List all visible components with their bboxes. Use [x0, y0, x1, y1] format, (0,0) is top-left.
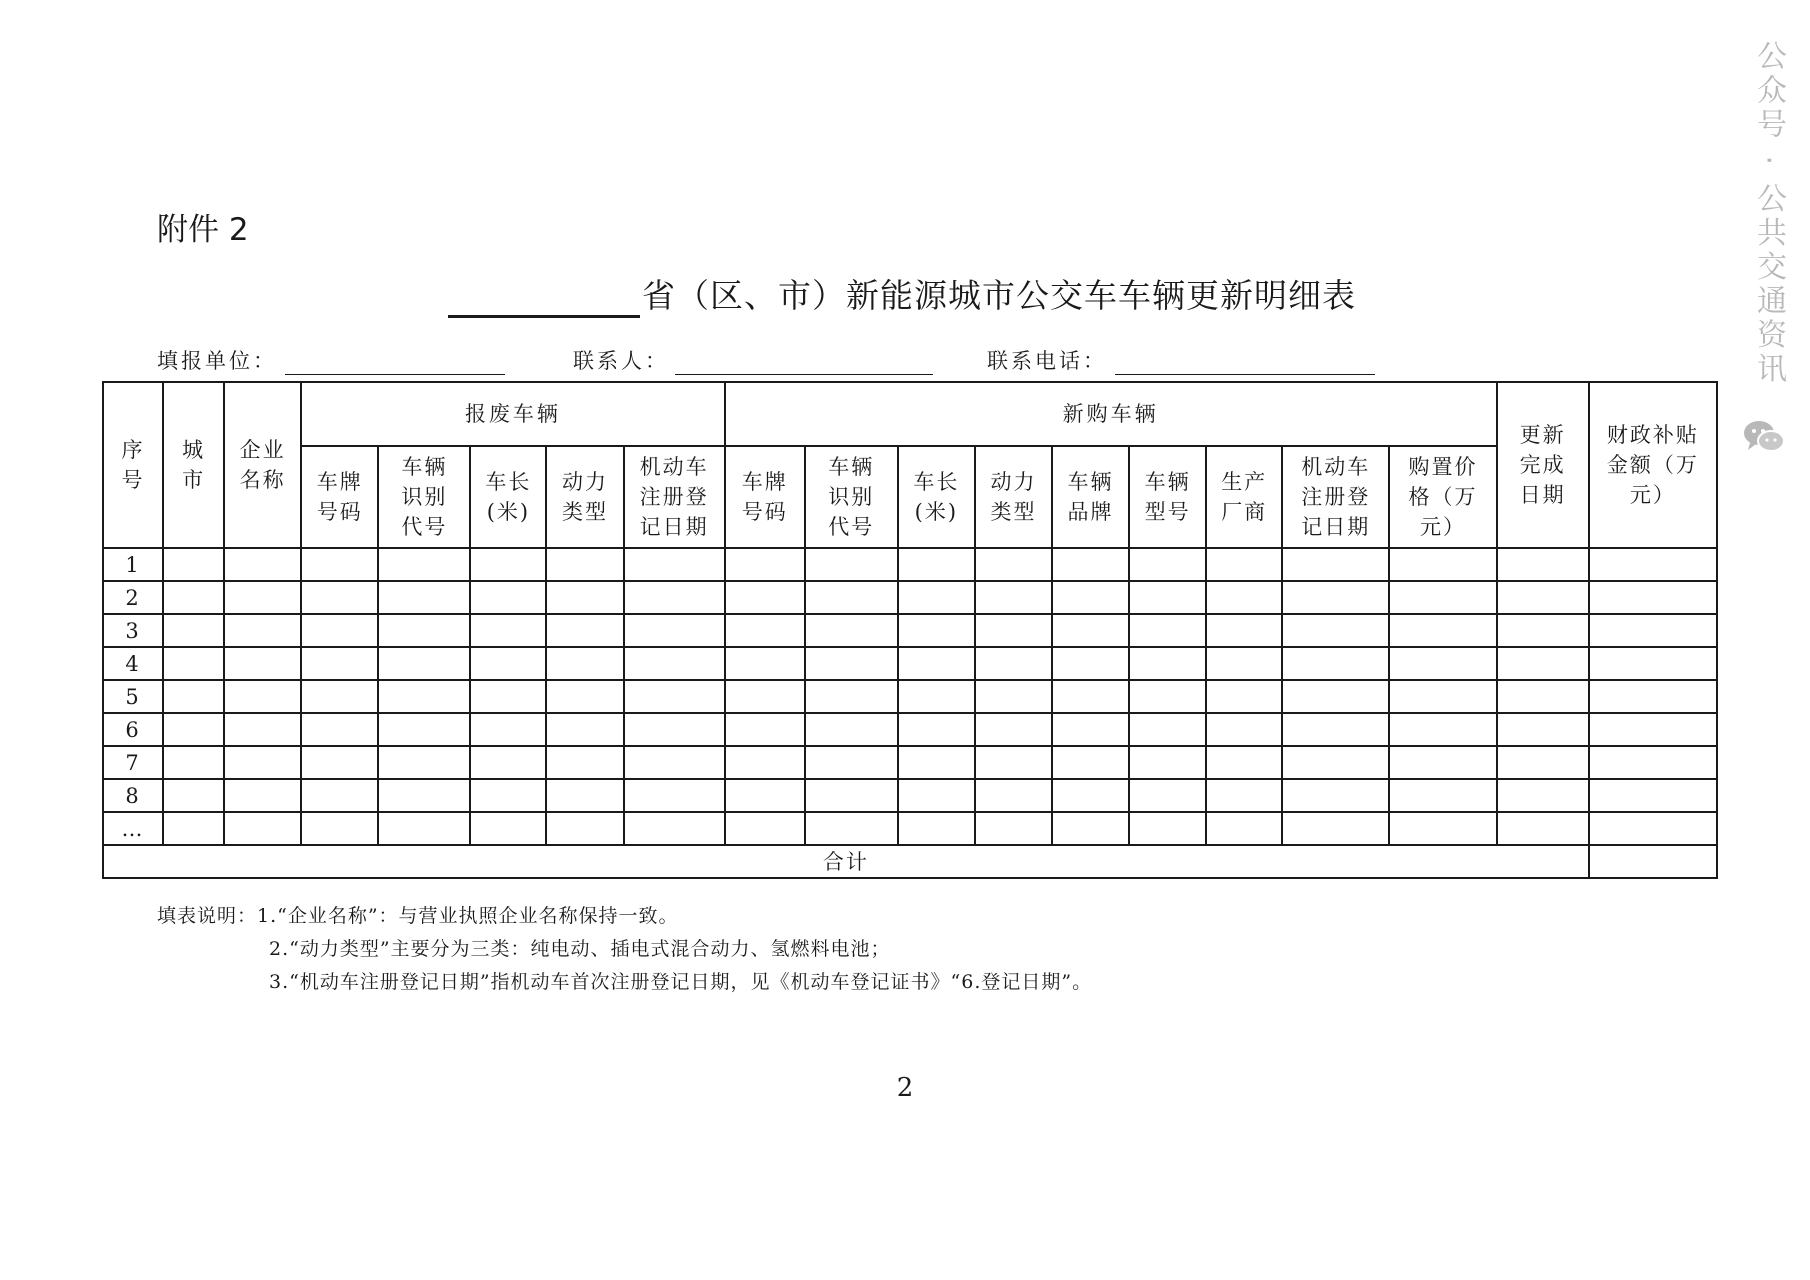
header-scrap-length: 车长(米) [470, 446, 546, 548]
total-value [1589, 845, 1717, 878]
note-3: 3.“机动车注册登记日期”指机动车首次注册登记日期，见《机动车登记证书》“6.登记日期”。 [269, 971, 1093, 993]
note-1: 填表说明：1.“企业名称”：与营业执照企业名称保持一致。 [157, 905, 679, 927]
table-row [103, 614, 1717, 647]
table-row [103, 548, 1717, 581]
row-number: 6 [103, 713, 163, 746]
row-number: 4 [103, 647, 163, 680]
header-scrap-plate: 车牌号码 [301, 446, 378, 548]
row-number: 8 [103, 779, 163, 812]
header-new-model: 车辆型号 [1129, 446, 1206, 548]
header-new-group: 新购车辆 [725, 382, 1497, 446]
watermark-text: 公众号 · 公共交通资讯 [1751, 40, 1786, 387]
header-new-length: 车长(米) [898, 446, 975, 548]
header-scrap-reg-date: 机动车注册登记日期 [624, 446, 725, 548]
watermark [1740, 40, 1790, 480]
header-scrap-group: 报废车辆 [301, 382, 724, 446]
row-number: 1 [103, 548, 163, 581]
header-seq: 序号 [103, 382, 163, 548]
header-new-manufacturer: 生产厂商 [1206, 446, 1282, 548]
table-row [103, 581, 1717, 614]
header-new-price: 购置价格（万元） [1389, 446, 1496, 548]
row-number: 7 [103, 746, 163, 779]
header-city: 城市 [163, 382, 224, 548]
row-number: 5 [103, 680, 163, 713]
row-number: … [103, 812, 163, 845]
header-new-reg-date: 机动车注册登记日期 [1282, 446, 1389, 548]
unit-blank [285, 374, 505, 375]
vehicle-update-table [102, 381, 1718, 879]
table-row [103, 779, 1717, 812]
fill-notes [157, 900, 1092, 999]
header-new-vin: 车辆识别代号 [805, 446, 898, 548]
page-title: 省（区、市）新能源城市公交车车辆更新明细表 [642, 276, 1356, 315]
row-number: 2 [103, 581, 163, 614]
phone-blank [1115, 374, 1375, 375]
total-label: 合计 [103, 845, 1589, 878]
header-scrap-power: 动力类型 [546, 446, 623, 548]
row-number: 3 [103, 614, 163, 647]
total-row [103, 845, 1717, 878]
header-subsidy: 财政补贴金额（万元） [1589, 382, 1717, 548]
contact-blank [675, 374, 933, 375]
note-2: 2.“动力类型”主要分为三类：纯电动、插电式混合动力、氢燃料电池； [269, 938, 891, 960]
page-number: 2 [896, 1073, 914, 1103]
header-new-power: 动力类型 [975, 446, 1052, 548]
header-new-plate: 车牌号码 [725, 446, 805, 548]
province-blank [448, 277, 640, 318]
table-row [103, 746, 1717, 779]
header-update-date: 更新完成日期 [1497, 382, 1589, 548]
table-row [103, 713, 1717, 746]
wechat-icon [1742, 418, 1786, 456]
attachment-label: 附件 2 [157, 212, 249, 248]
table-row [103, 680, 1717, 713]
contact-label: 联系人： [573, 349, 669, 373]
table-row [103, 812, 1717, 845]
title-row [448, 272, 1356, 318]
phone-label: 联系电话： [987, 349, 1107, 373]
header-scrap-vin: 车辆识别代号 [378, 446, 470, 548]
unit-label: 填报单位： [157, 349, 277, 373]
header-company: 企业名称 [224, 382, 301, 548]
table-row [103, 647, 1717, 680]
header-new-brand: 车辆品牌 [1052, 446, 1129, 548]
